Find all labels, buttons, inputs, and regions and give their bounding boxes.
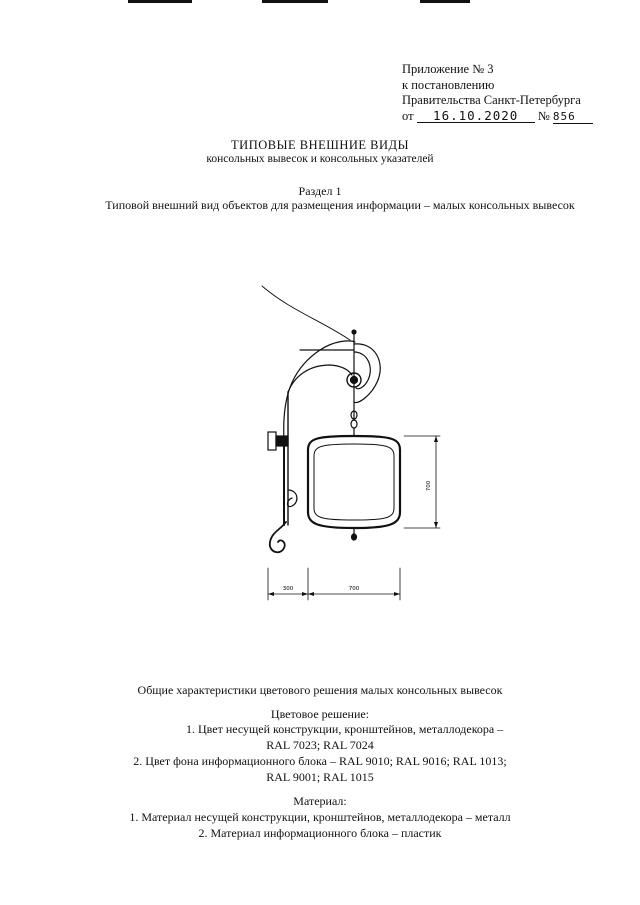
dim-arrow: [434, 436, 438, 442]
dim-arrow: [302, 592, 308, 596]
appendix-date-line: [402, 109, 593, 125]
lower-scroll-small: [288, 490, 297, 507]
dim-arrow: [434, 522, 438, 528]
wall-mount-plate: [268, 432, 276, 450]
number-value: 856: [553, 110, 593, 124]
bracket-curve-inner: [288, 365, 352, 392]
console-sign-drawing: [250, 280, 460, 610]
bracket-curve-outer: [284, 341, 355, 440]
number-prefix: №: [537, 108, 550, 123]
sign-frame-outer: [308, 436, 400, 528]
section-title: Типовой внешний вид объектов для размещения информации – малых консольных вывесок: [105, 198, 575, 212]
dim-arrow: [394, 592, 400, 596]
section-number: Раздел 1: [298, 184, 342, 198]
date-prefix: от: [402, 108, 414, 123]
color-heading: Цветовое решение:: [270, 707, 370, 721]
color-item-2-line-2: RAL 9001; RAL 1015: [266, 770, 374, 784]
material-heading: Материал:: [293, 794, 347, 808]
color-item-1-line-2: RAL 7023; RAL 7024: [266, 738, 374, 752]
scan-artifact: [128, 0, 192, 3]
lower-scroll: [270, 522, 286, 552]
appendix-line-1: Приложение № 3: [402, 62, 494, 76]
material-item-2: 2. Материал информационного блока – пластик: [198, 826, 442, 840]
scan-artifact: [420, 0, 470, 3]
drawing-stroke: [262, 286, 350, 340]
appendix-line-3: Правительства Санкт-Петербурга: [402, 93, 581, 107]
color-item-2-line-1: 2. Цвет фона информационного блока – RAL 9010; RAL 9016; RAL 1013;: [133, 754, 507, 768]
top-knob: [352, 330, 356, 334]
rosette-center: [351, 377, 358, 384]
date-value: 16.10.2020: [417, 109, 535, 123]
dim-label-height: 700: [426, 480, 432, 492]
color-item-1-line-1: 1. Цвет несущей конструкции, кронштейнов, металлодекора –: [186, 722, 504, 736]
wall-mount-bracket: [276, 436, 288, 446]
appendix-block: [402, 62, 593, 124]
chain-link: [351, 420, 357, 428]
scan-artifact: [262, 0, 328, 3]
characteristics-heading: Общие характеристики цветового решения малых консольных вывесок: [137, 683, 503, 697]
page-subtitle: консольных вывесок и консольных указателей: [206, 153, 434, 165]
material-item-1: 1. Материал несущей конструкции, кронштейнов, металлодекора – металл: [129, 810, 511, 824]
dim-arrow: [308, 592, 314, 596]
page-title: ТИПОВЫЕ ВНЕШНИЕ ВИДЫ: [231, 138, 409, 152]
dim-arrow: [268, 592, 274, 596]
dim-label-offset: 300: [282, 586, 294, 592]
bottom-knob: [352, 534, 357, 540]
sign-frame-inner: [314, 444, 394, 520]
appendix-line-2: к постановлению: [402, 77, 495, 92]
dim-label-width: 700: [348, 586, 360, 592]
